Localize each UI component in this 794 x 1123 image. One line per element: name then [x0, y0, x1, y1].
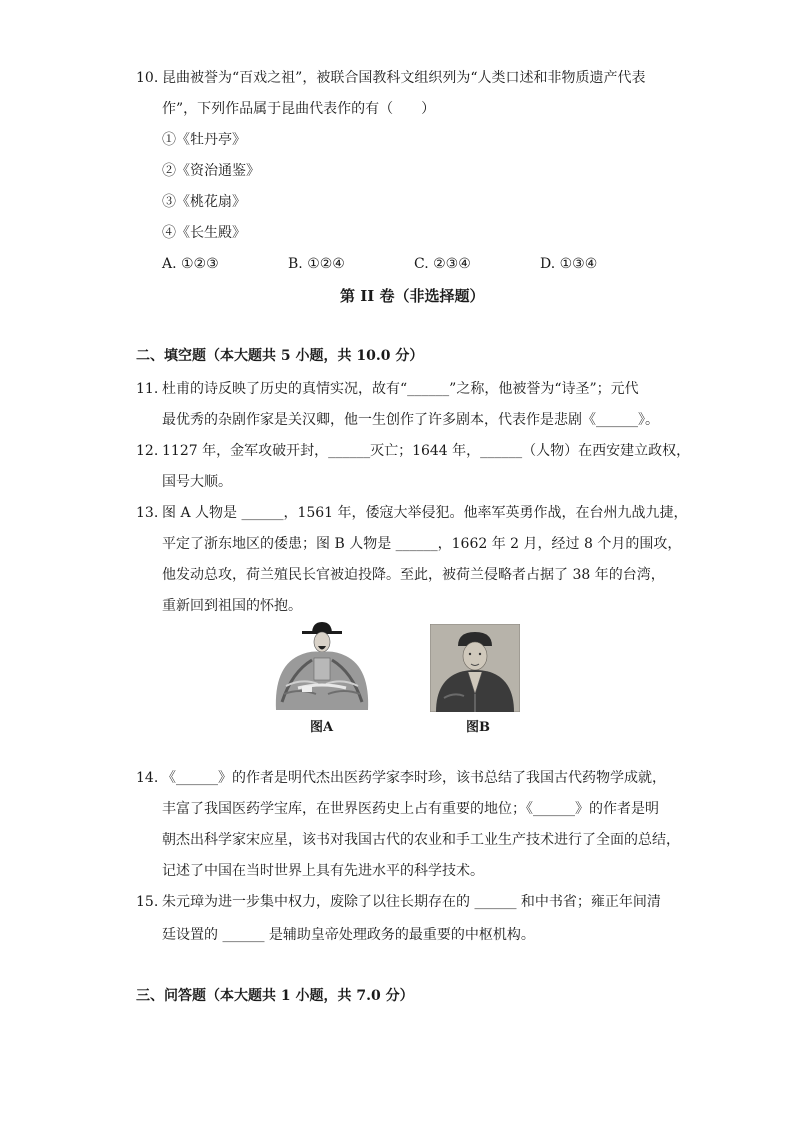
part2-title: 第 II 卷（非选择题）: [340, 287, 485, 305]
q14-text-line-3: 朝杰出科学家宋应星，该书对我国古代的农业和手工业生产技术进行了全面的总结，: [162, 832, 680, 848]
section2-title: 二、填空题（本大题共 5 小题，共 10.0 分）: [136, 348, 424, 364]
q10-item-2: ②《资治通鉴》: [162, 163, 260, 179]
q11-number: 11.: [136, 381, 159, 397]
figure-a-caption: 图A: [310, 720, 334, 735]
q15-text-line-1: 朱元璋为进一步集中权力，废除了以往长期存在的 ______ 和中书省；雍正年间清: [162, 894, 661, 910]
figure-b-caption: 图B: [466, 720, 490, 735]
q12-text-line-2: 国号大顺。: [162, 474, 232, 490]
q10-choice-b[interactable]: B. ①②④: [288, 256, 345, 272]
section3-title: 三、问答题（本大题共 1 小题，共 7.0 分）: [136, 988, 414, 1004]
q10-choice-a[interactable]: A. ①②③: [162, 256, 219, 272]
q10-item-4: ④《长生殿》: [162, 225, 246, 241]
q15-text-line-2: 廷设置的 ______ 是辅助皇帝处理政务的最重要的中枢机构。: [162, 927, 535, 943]
q10-text-line-1: 昆曲被誉为“百戏之祖”，被联合国教科文组织列为“人类口述和非物质遗产代表: [162, 70, 646, 86]
q14-number: 14.: [136, 770, 159, 786]
q13-text-line-4: 重新回到祖国的怀抱。: [162, 598, 302, 614]
q14-text-line-1: 《______》的作者是明代杰出医药学家李时珍，该书总结了我国古代药物学成就，: [162, 770, 666, 786]
figure-b-portrait: [430, 624, 520, 712]
q15-number: 15.: [136, 894, 159, 910]
q11-text-line-1: 杜甫的诗反映了历史的真情实况，故有“______”之称，他被誉为“诗圣”；元代: [162, 381, 639, 397]
q10-choice-d[interactable]: D. ①③④: [540, 256, 598, 272]
q10-number: 10.: [136, 70, 159, 86]
figure-a-portrait: [272, 622, 372, 712]
q13-text-line-1: 图 A 人物是 ______，1561 年，倭寇大举侵犯。他率军英勇作战，在台州九战九捷，: [162, 505, 688, 521]
q12-text-line-1: 1127 年，金军攻破开封，______灭亡；1644 年，______（人物）在西安建立政权，: [162, 443, 691, 459]
q14-text-line-2: 丰富了我国医药学宝库，在世界医药史上占有重要的地位；《______》的作者是明: [162, 801, 659, 817]
q10-item-3: ③《桃花扇》: [162, 194, 246, 210]
q13-text-line-2: 平定了浙东地区的倭患；图 B 人物是 ______，1662 年 2 月，经过 8 个月的围攻，: [162, 536, 682, 552]
q13-number: 13.: [136, 505, 159, 521]
q10-item-1: ①《牡丹亭》: [162, 132, 246, 148]
q14-text-line-4: 记述了中国在当时世界上具有先进水平的科学技术。: [162, 863, 484, 879]
q12-number: 12.: [136, 443, 159, 459]
q11-text-line-2: 最优秀的杂剧作家是关汉卿，他一生创作了许多剧本，代表作是悲剧《______》。: [162, 412, 659, 428]
q10-choice-c[interactable]: C. ②③④: [414, 256, 471, 272]
q10-text-line-2: 作”，下列作品属于昆曲代表作的有（ ）: [162, 101, 436, 117]
q13-text-line-3: 他发动总攻，荷兰殖民长官被迫投降。至此，被荷兰侵略者占据了 38 年的台湾，: [162, 567, 665, 583]
